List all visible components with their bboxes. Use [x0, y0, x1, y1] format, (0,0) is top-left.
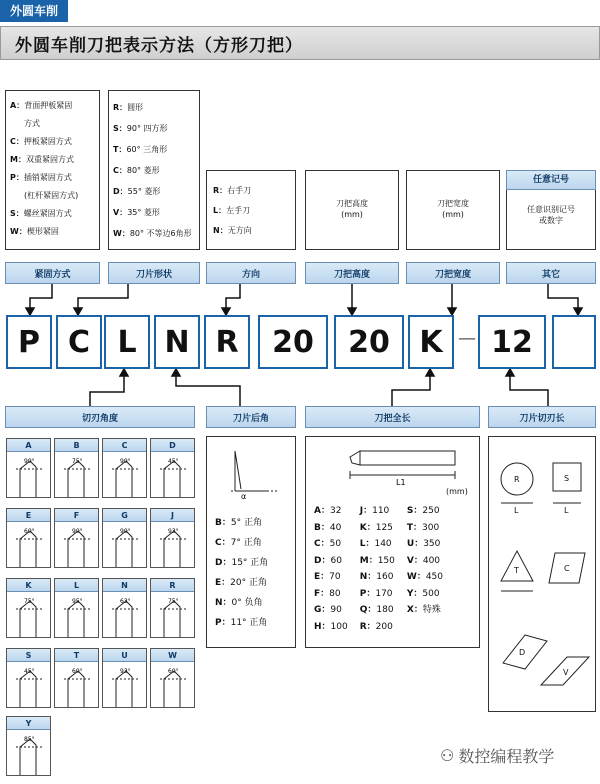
insert-shape-item: S：90° 四方形 — [113, 124, 168, 133]
length-item: M：150 — [359, 555, 395, 566]
code-clamp: P — [6, 315, 52, 369]
header-clamp: 紧固方式 — [5, 262, 100, 284]
angle-tile-label: S — [7, 649, 50, 662]
angle-tile-label: Y — [7, 717, 50, 730]
clamp-method-item: C：押板紧固方式 — [10, 137, 72, 146]
angle-tile-j — [150, 508, 195, 568]
shape-t-label: T — [514, 566, 519, 575]
angle-value: 60° — [168, 668, 179, 675]
shape-c-label: C — [564, 564, 570, 573]
shape-d-label: D — [519, 648, 526, 657]
insert-shape-item: T：60° 三角形 — [113, 145, 168, 154]
tool-icon — [154, 525, 192, 567]
unit-label: (mm) — [446, 487, 468, 496]
insert-shape-item: D：55° 菱形 — [113, 187, 161, 196]
angle-tile-label: T — [55, 649, 98, 662]
code-edge-length: 12 — [478, 315, 546, 369]
page-title: 外圆车削刀把表示方法（方形刀把） — [15, 36, 303, 56]
length-item: L：140 — [359, 539, 392, 549]
code-length: K — [408, 315, 454, 369]
length-item: A：32 — [314, 506, 342, 516]
length-item: J：110 — [359, 506, 390, 516]
alpha-label: α — [241, 492, 247, 501]
shape-l-label-1: L — [514, 506, 519, 515]
code-direction: R — [204, 315, 250, 369]
tool-icon — [10, 525, 48, 567]
tool-icon — [154, 595, 192, 637]
length-item: H：100 — [314, 621, 348, 632]
length-item: N：160 — [359, 572, 394, 582]
angle-tile-label: E — [7, 509, 50, 522]
angle-tile-k — [6, 578, 51, 638]
clearance-item: P：11° 正角 — [215, 618, 268, 628]
angle-value: 60° — [24, 528, 35, 535]
angle-tile-n — [102, 578, 147, 638]
other-box — [506, 170, 596, 250]
l1-label: L1 — [396, 478, 406, 487]
header-other: 其它 — [506, 262, 596, 284]
total-length-box — [305, 436, 480, 648]
length-item: B：40 — [314, 522, 342, 533]
length-column — [314, 503, 348, 635]
angle-value: 85° — [24, 736, 35, 743]
header-height: 刀把高度 — [305, 262, 399, 284]
length-item: W：450 — [406, 572, 444, 582]
clearance-list — [215, 513, 268, 633]
angle-value: 63° — [120, 598, 131, 605]
clamp-method-item: 方式 — [24, 119, 40, 128]
length-item: U：350 — [406, 539, 441, 549]
angle-value: 90° — [72, 528, 83, 535]
angle-tile-g — [102, 508, 147, 568]
clamp-method-box — [5, 90, 100, 250]
clearance-item: N：0° 负角 — [215, 598, 263, 608]
header-width: 刀把宽度 — [406, 262, 500, 284]
length-item: C：50 — [314, 539, 342, 549]
angle-value: 75° — [168, 598, 179, 605]
header-total-length: 刀把全长 — [305, 406, 480, 428]
wechat-icon: ⚇ — [440, 746, 455, 765]
length-item: Y：500 — [406, 588, 440, 599]
angle-tile-u — [102, 648, 147, 708]
angle-tile-label: W — [151, 649, 194, 662]
length-table — [314, 503, 443, 635]
angle-tile-label: K — [7, 579, 50, 592]
code-height: 20 — [258, 315, 328, 369]
length-item: K：125 — [359, 522, 393, 533]
length-item: E：70 — [314, 572, 341, 582]
shape-l-label-2: L — [564, 506, 569, 515]
angle-value: 45° — [24, 668, 35, 675]
insert-shape-item: W：80° 不等边6角形 — [113, 229, 192, 238]
tool-icon — [106, 595, 144, 637]
clamp-method-item: S：螺丝紧固方式 — [10, 209, 72, 218]
tool-icon — [10, 665, 48, 707]
shape-s-label: S — [564, 474, 570, 483]
length-column — [407, 503, 443, 635]
angle-tile-a — [6, 438, 51, 498]
watermark-text: 数控编程教学 — [458, 747, 555, 766]
clearance-item: C：7° 正角 — [215, 538, 262, 548]
tool-icon — [58, 525, 96, 567]
clamp-method-item: (杠杆紧固方式) — [24, 191, 79, 200]
insert-shapes-diagram — [489, 441, 595, 711]
angle-tile-c — [102, 438, 147, 498]
angle-tile-label: U — [103, 649, 146, 662]
angle-tile-y — [6, 716, 51, 776]
tool-icon — [106, 525, 144, 567]
shank-height-box: 刀把高度 (mm) — [305, 170, 399, 250]
direction-item: L：左手刀 — [213, 206, 251, 215]
angle-tile-t — [54, 648, 99, 708]
angle-tile-label: D — [151, 439, 194, 452]
angle-tile-label: C — [103, 439, 146, 452]
tool-icon — [58, 665, 96, 707]
tool-icon — [58, 595, 96, 637]
clearance-item: B：5° 正角 — [215, 518, 262, 528]
other-box-text: 任意识别记号 或数字 — [527, 205, 575, 225]
angle-tile-label: N — [103, 579, 146, 592]
length-item: G：90 — [314, 605, 342, 615]
clamp-method-item: P：插销紧固方式 — [10, 173, 72, 182]
header-direction: 方向 — [206, 262, 296, 284]
header-cutting-angle: 切刃角度 — [5, 406, 195, 428]
length-item: F：80 — [314, 588, 341, 599]
angle-tile-label: L — [55, 579, 98, 592]
angle-tile-s — [6, 648, 51, 708]
tool-icon — [106, 665, 144, 707]
insert-shape-item: C：80° 菱形 — [113, 166, 160, 175]
angle-value: 45° — [168, 458, 179, 465]
angle-tile-label: R — [151, 579, 194, 592]
clearance-item: E：20° 正角 — [215, 578, 267, 588]
angle-value: 93° — [120, 668, 131, 675]
angle-tile-label: B — [55, 439, 98, 452]
angle-value: 90° — [120, 528, 131, 535]
length-item: D：60 — [314, 555, 342, 566]
insert-shape-item: V：35° 菱形 — [113, 208, 160, 217]
angle-tile-label: A — [7, 439, 50, 452]
header-shape: 刀片形状 — [108, 262, 200, 284]
length-item: V：400 — [406, 555, 441, 566]
length-item: R：200 — [359, 621, 393, 632]
shank-diagram — [346, 441, 466, 491]
code-width: 20 — [334, 315, 404, 369]
angle-tile-l — [54, 578, 99, 638]
tool-icon — [154, 665, 192, 707]
angle-tile-label: G — [103, 509, 146, 522]
tool-icon — [154, 455, 192, 497]
angle-value: 90° — [24, 458, 35, 465]
direction-item: R：右手刀 — [213, 186, 252, 195]
length-item: X：特殊 — [406, 605, 441, 615]
code-clearance: N — [154, 315, 200, 369]
length-column — [360, 503, 395, 635]
watermark — [440, 744, 554, 767]
length-item: T：300 — [406, 522, 440, 533]
clamp-method-item: A：背面押板紧固 — [10, 101, 73, 110]
clamp-method-item: M：双重紧固方式 — [10, 155, 74, 164]
other-box-title: 任意记号 — [506, 170, 596, 190]
length-item: S：250 — [406, 506, 440, 516]
header-edge-length: 刀片切刃长 — [488, 406, 596, 428]
angle-value: 95° — [72, 598, 83, 605]
tool-icon — [106, 455, 144, 497]
angle-tile-r — [150, 578, 195, 638]
shape-v-label: V — [563, 668, 569, 677]
insert-shape-item: R：圆形 — [113, 103, 144, 112]
clearance-box — [206, 436, 296, 648]
shape-r-label: R — [514, 475, 520, 484]
tool-icon — [10, 455, 48, 497]
clamp-method-item: W：楔形紧固 — [10, 227, 59, 236]
angle-value: 75° — [24, 598, 35, 605]
angle-value: 60° — [72, 668, 83, 675]
code-other — [552, 315, 596, 369]
angle-tile-f — [54, 508, 99, 568]
direction-box — [206, 170, 296, 250]
clearance-diagram — [207, 441, 295, 501]
code-shape: C — [56, 315, 102, 369]
tool-icon — [10, 595, 48, 637]
angle-tile-label: J — [151, 509, 194, 522]
length-item: Q：180 — [359, 605, 394, 615]
angle-tile-e — [6, 508, 51, 568]
tool-icon — [10, 733, 48, 775]
edge-length-box — [488, 436, 596, 712]
angle-value: 75° — [72, 458, 83, 465]
code-dash: — — [458, 328, 476, 349]
section-tag: 外圆车削 — [0, 0, 68, 22]
code-angle: L — [104, 315, 150, 369]
tool-icon — [58, 455, 96, 497]
clearance-item: D：15° 正角 — [215, 558, 269, 568]
angle-tile-label: F — [55, 509, 98, 522]
angle-value: 90° — [120, 458, 131, 465]
length-item: P：170 — [359, 588, 393, 599]
angle-value: 93° — [168, 528, 179, 535]
shank-width-box: 刀把宽度 (mm) — [406, 170, 500, 250]
insert-shape-box — [108, 90, 200, 250]
header-clearance: 刀片后角 — [206, 406, 296, 428]
direction-item: N：无方向 — [213, 226, 252, 235]
angle-tile-w — [150, 648, 195, 708]
angle-tile-b — [54, 438, 99, 498]
angle-tile-d — [150, 438, 195, 498]
